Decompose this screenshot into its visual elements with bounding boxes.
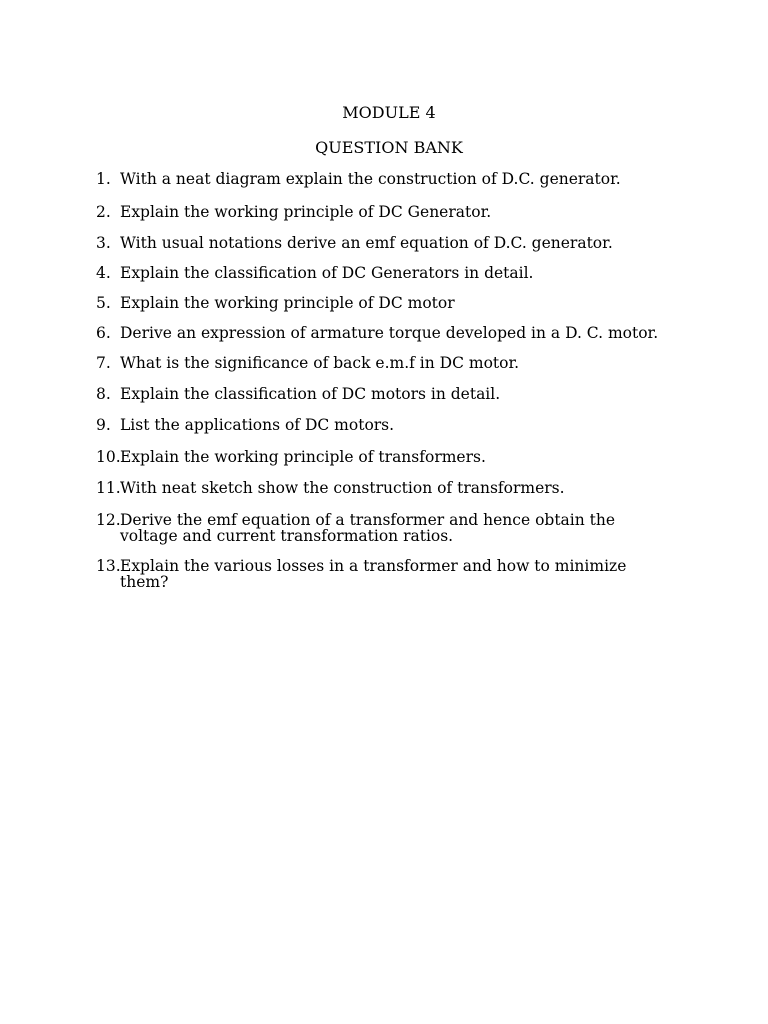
question-bank-title: QUESTION BANK: [315, 138, 463, 157]
question-number: 12.: [96, 511, 121, 529]
question-number: 3.: [96, 234, 111, 252]
question-item: [96, 449, 676, 465]
question-number: 4.: [96, 264, 111, 282]
question-text: Explain the classification of DC Generators in detail.: [120, 264, 534, 282]
question-text: Derive the emf equation of a transformer and hence obtain the voltage and current transformation ratios.: [120, 511, 616, 545]
question-text: With usual notations derive an emf equation of D.C. generator.: [120, 234, 613, 252]
question-item: [96, 295, 676, 311]
question-item: [96, 417, 676, 433]
question-text: Explain the classification of DC motors in detail.: [120, 385, 501, 403]
question-text: Explain the various losses in a transformer and how to minimize them?: [120, 557, 627, 591]
question-item: [96, 512, 676, 544]
question-item: [96, 558, 676, 590]
question-number: 10.: [96, 448, 121, 466]
question-item: [96, 171, 676, 187]
question-number: 9.: [96, 416, 111, 434]
question-text: List the applications of DC motors.: [120, 416, 395, 434]
question-item: [96, 386, 676, 402]
question-text: What is the significance of back e.m.f in DC motor.: [120, 354, 520, 372]
question-text: Explain the working principle of transformers.: [120, 448, 486, 466]
question-number: 8.: [96, 385, 111, 403]
question-text: Explain the working principle of DC motor: [120, 294, 455, 312]
question-item: [96, 235, 676, 251]
question-text: Derive an expression of armature torque developed in a D. C. motor.: [120, 324, 659, 342]
question-number: 11.: [96, 479, 121, 497]
module-title: MODULE 4: [342, 103, 436, 122]
question-text: With neat sketch show the construction of transformers.: [120, 479, 565, 497]
question-number: 1.: [96, 170, 111, 188]
question-number: 7.: [96, 354, 111, 372]
question-item: [96, 265, 676, 281]
question-number: 6.: [96, 324, 111, 342]
question-item: [96, 325, 676, 341]
question-text: With a neat diagram explain the construction of D.C. generator.: [120, 170, 621, 188]
question-number: 2.: [96, 203, 111, 221]
question-list: [96, 171, 676, 590]
question-number: 5.: [96, 294, 111, 312]
question-number: 13.: [96, 557, 121, 575]
question-item: [96, 480, 676, 496]
question-text: Explain the working principle of DC Generator.: [120, 203, 492, 221]
question-item: [96, 355, 676, 371]
question-item: [96, 204, 676, 220]
